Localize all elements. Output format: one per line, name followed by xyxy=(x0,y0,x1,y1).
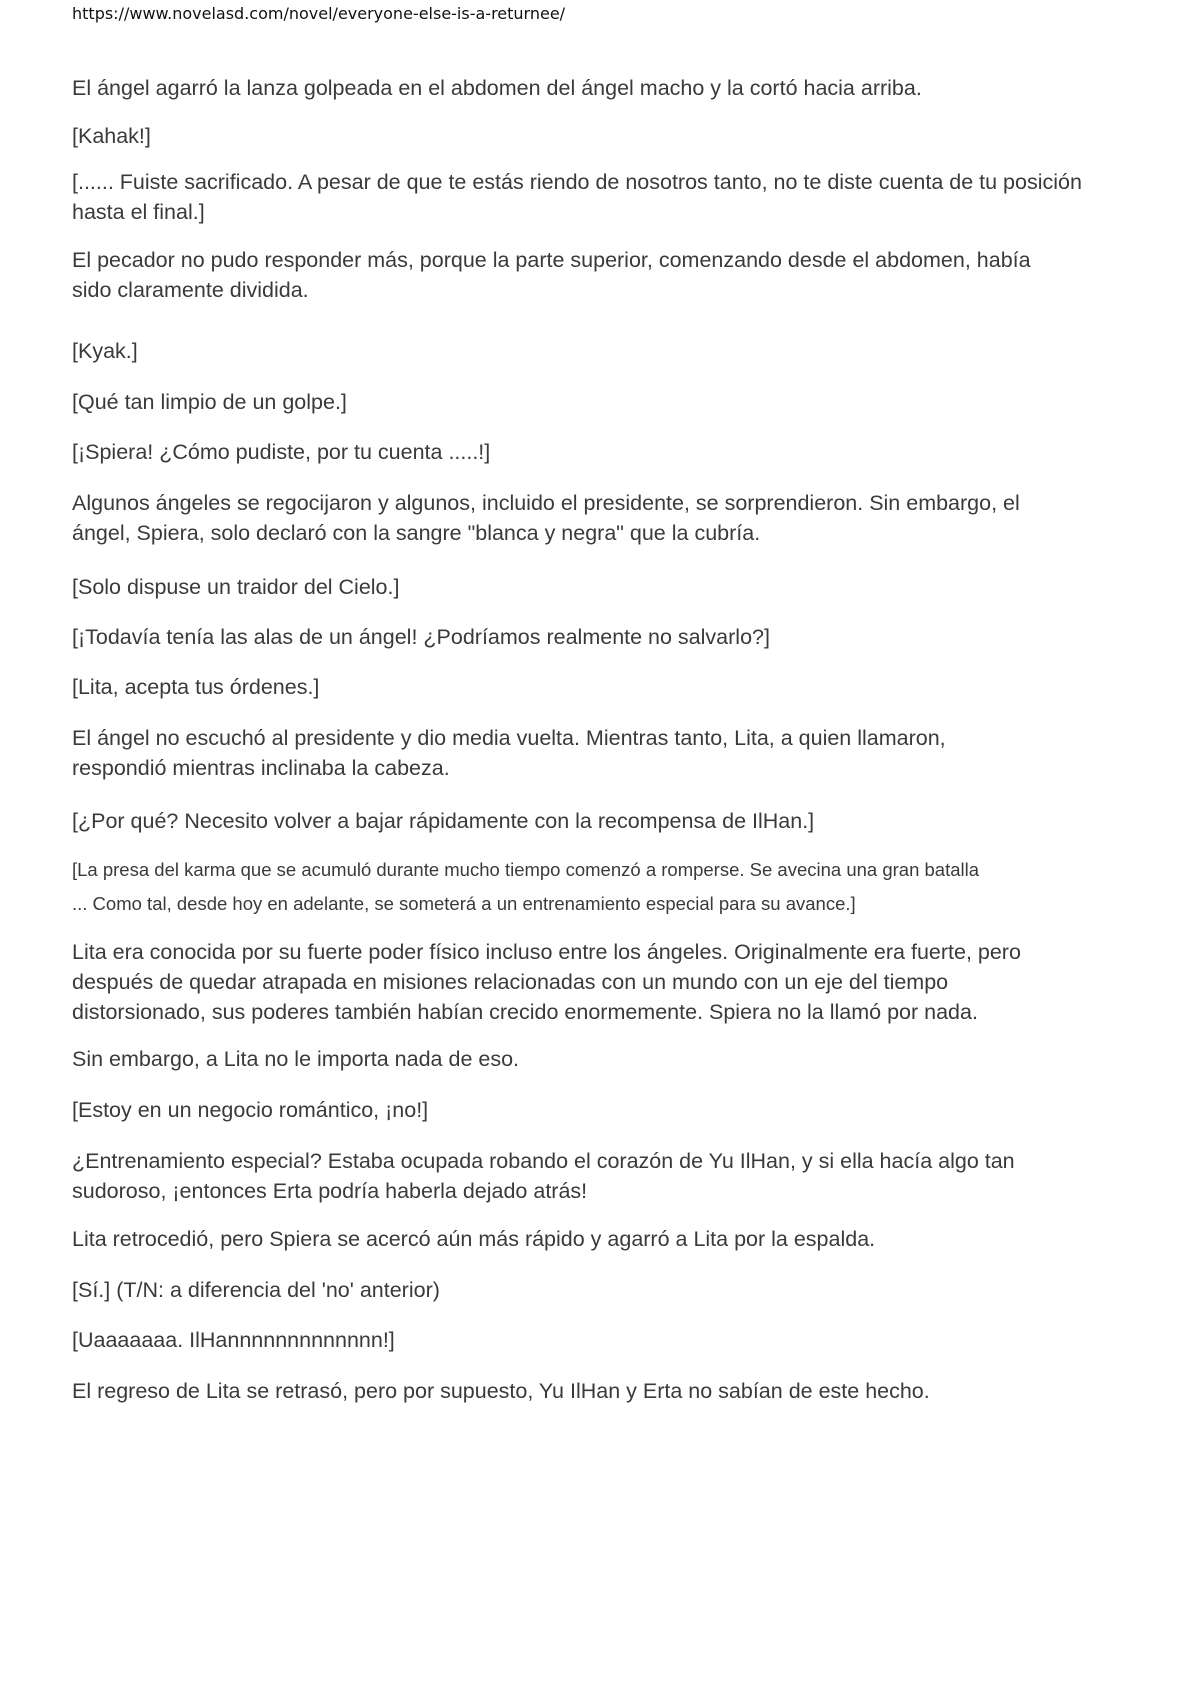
paragraph-line: ... Como tal, desde hoy en adelante, se someterá a un entrenamiento especial para su avance.] xyxy=(72,893,856,914)
paragraph-line: respondió mientras inclinaba la cabeza. xyxy=(72,756,450,780)
paragraph-12 xyxy=(72,723,946,783)
paragraph-line: El regreso de Lita se retrasó, pero por supuesto, Yu IlHan y Erta no sabían de este hecho. xyxy=(72,1379,930,1403)
paragraph-7 xyxy=(72,437,490,467)
paragraph-2 xyxy=(72,121,151,151)
paragraph-line: ¿Entrenamiento especial? Estaba ocupada robando el corazón de Yu IlHan, y si ella hacía algo tan xyxy=(72,1149,1015,1173)
paragraph-line: [Kyak.] xyxy=(72,339,138,363)
paragraph-17 xyxy=(72,1095,428,1125)
paragraph-line: sido claramente dividida. xyxy=(72,278,309,302)
page-url-header: https://www.novelasd.com/novel/everyone-else-is-a-returnee/ xyxy=(72,4,566,23)
paragraph-16 xyxy=(72,1044,519,1074)
paragraph-line: [¿Por qué? Necesito volver a bajar rápidamente con la recompensa de IlHan.] xyxy=(72,809,815,833)
paragraph-line: El ángel agarró la lanza golpeada en el abdomen del ángel macho y la cortó hacia arriba. xyxy=(72,76,922,100)
paragraph-line: [...... Fuiste sacrificado. A pesar de que te estás riendo de nosotros tanto, no te diste cuenta de tu posición xyxy=(72,170,1082,194)
paragraph-line: [Sí.] (T/N: a diferencia del 'no' anterior) xyxy=(72,1278,440,1302)
paragraph-19 xyxy=(72,1224,875,1254)
paragraph-line: [Lita, acepta tus órdenes.] xyxy=(72,675,320,699)
paragraph-22 xyxy=(72,1376,930,1406)
paragraph-line: ángel, Spiera, solo declaró con la sangre "blanca y negra" que la cubría. xyxy=(72,521,761,545)
paragraph-line: [Qué tan limpio de un golpe.] xyxy=(72,390,347,414)
paragraph-18 xyxy=(72,1146,1015,1206)
paragraph-line: Lita era conocida por su fuerte poder físico incluso entre los ángeles. Originalmente era fuerte, pero xyxy=(72,940,1021,964)
paragraph-line: [Solo dispuse un traidor del Cielo.] xyxy=(72,575,400,599)
paragraph-line: Lita retrocedió, pero Spiera se acercó aún más rápido y agarró a Lita por la espalda. xyxy=(72,1227,876,1251)
paragraph-line: [Uaaaaaaa. IlHannnnnnnnnnnnn!] xyxy=(72,1328,395,1352)
paragraph-line: Sin embargo, a Lita no le importa nada de eso. xyxy=(72,1047,520,1071)
paragraph-10 xyxy=(72,622,770,652)
paragraph-20 xyxy=(72,1275,440,1305)
paragraph-line: [Estoy en un negocio romántico, ¡no!] xyxy=(72,1098,429,1122)
paragraph-11 xyxy=(72,672,319,702)
paragraph-line: [¡Spiera! ¿Cómo pudiste, por tu cuenta .....!] xyxy=(72,440,491,464)
paragraph-6 xyxy=(72,387,347,417)
paragraph-3 xyxy=(72,167,1082,227)
paragraph-line: El pecador no pudo responder más, porque la parte superior, comenzando desde el abdomen, había xyxy=(72,248,1031,272)
paragraph-line: [¡Todavía tenía las alas de un ángel! ¿Podríamos realmente no salvarlo?] xyxy=(72,625,770,649)
paragraph-4 xyxy=(72,245,1031,305)
paragraph-line: Algunos ángeles se regocijaron y algunos, incluido el presidente, se sorprendieron. Sin embargo, el xyxy=(72,491,1020,515)
paragraph-line: distorsionado, sus poderes también habían crecido enormemente. Spiera no la llamó por nada. xyxy=(72,1000,978,1024)
paragraph-line: El ángel no escuchó al presidente y dio media vuelta. Mientras tanto, Lita, a quien llamaron, xyxy=(72,726,946,750)
paragraph-14 xyxy=(72,853,979,921)
paragraph-9 xyxy=(72,572,399,602)
paragraph-line: [La presa del karma que se acumuló durante mucho tiempo comenzó a romperse. Se avecina una gran batalla xyxy=(72,859,980,880)
paragraph-line: después de quedar atrapada en misiones relacionadas con un mundo con un eje del tiempo xyxy=(72,970,949,994)
paragraph-line: sudoroso, ¡entonces Erta podría haberla dejado atrás! xyxy=(72,1179,588,1203)
paragraph-1 xyxy=(72,73,922,103)
paragraph-line: [Kahak!] xyxy=(72,124,151,148)
paragraph-line: hasta el final.] xyxy=(72,200,205,224)
paragraph-5 xyxy=(72,336,138,366)
paragraph-21 xyxy=(72,1325,395,1355)
paragraph-8 xyxy=(72,488,1020,548)
paragraph-15 xyxy=(72,937,1021,1027)
paragraph-13 xyxy=(72,806,814,836)
